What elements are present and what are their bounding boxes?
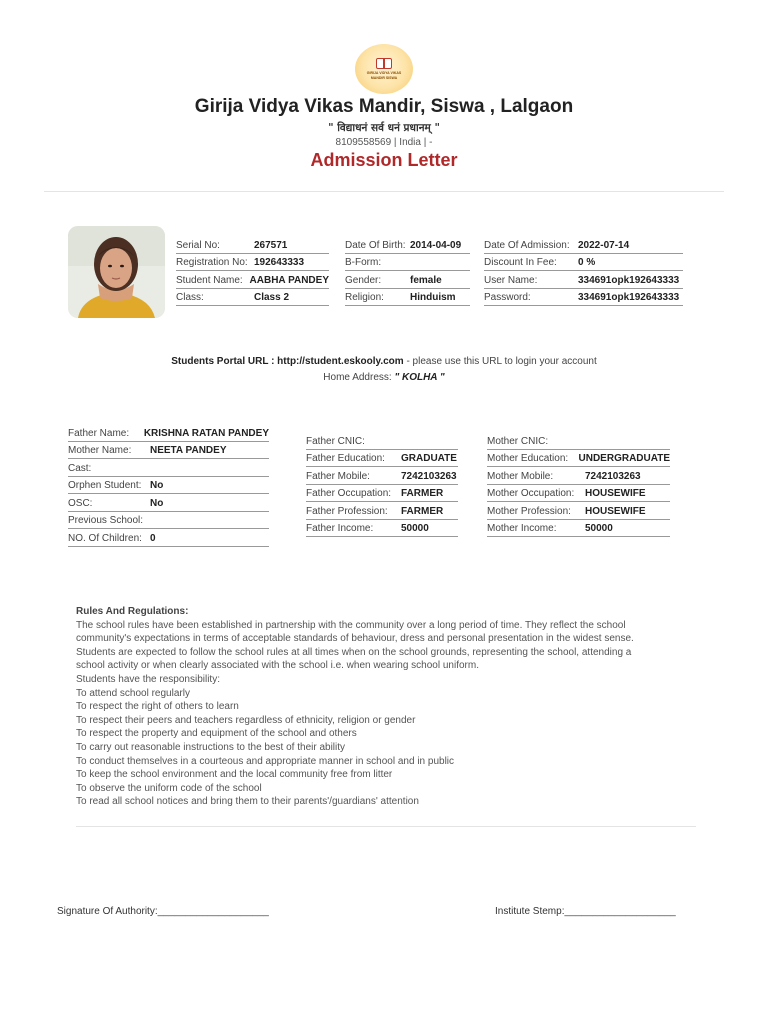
mother-profession-label: Mother Profession: bbox=[487, 505, 571, 517]
portal-note: - please use this URL to login your account bbox=[403, 356, 597, 367]
no-of-children-row bbox=[68, 529, 269, 547]
mother-mobile-label: Mother Mobile: bbox=[487, 470, 554, 482]
mother-education-label: Mother Education: bbox=[487, 453, 569, 464]
osc-row bbox=[68, 494, 269, 512]
gender-row bbox=[345, 271, 470, 289]
school-motto: " विद्याधनं सर्व धनं प्रधानम् " bbox=[328, 122, 440, 134]
mother-education-row bbox=[487, 450, 670, 468]
username-label: User Name: bbox=[484, 274, 538, 286]
registration-no-value: 192643333 bbox=[254, 257, 305, 268]
osc-value: No bbox=[150, 497, 164, 509]
father-education-label: Father Education: bbox=[306, 453, 385, 464]
discount-value: 0 % bbox=[578, 257, 596, 268]
orphan-student-label: Orphen Student: bbox=[68, 480, 142, 491]
father-occupation-row bbox=[306, 485, 458, 503]
father-occupation-value: FARMER bbox=[401, 488, 444, 499]
rules-line: school activity or when clearly associated with the school i.e. when wearing school uniform. bbox=[76, 660, 479, 672]
bform-row bbox=[345, 254, 470, 272]
rules-line: To respect their peers and teachers regardless of ethnicity, religion or gender bbox=[76, 714, 416, 726]
password-label: Password: bbox=[484, 292, 531, 303]
mother-income-label: Mother Income: bbox=[487, 523, 557, 534]
cast-row bbox=[68, 459, 269, 477]
rules-line: To conduct themselves in a courteous and appropriate manner in school and in public bbox=[76, 755, 455, 767]
mother-profession-row bbox=[487, 502, 670, 520]
father-profession-value: FARMER bbox=[401, 505, 444, 517]
father-profession-label: Father Profession: bbox=[306, 505, 388, 517]
father-name-value: KRISHNA RATAN PANDEY bbox=[143, 427, 269, 439]
father-income-value: 50000 bbox=[401, 523, 429, 534]
serial-no-row bbox=[176, 236, 329, 254]
rules-line: To respect the property and equipment of the school and others bbox=[76, 728, 357, 740]
mother-profession-value: HOUSEWIFE bbox=[585, 505, 646, 517]
father-education-row bbox=[306, 450, 458, 468]
class-label: Class: bbox=[176, 292, 204, 303]
home-address-line bbox=[0, 372, 768, 383]
student-name-row bbox=[176, 271, 329, 289]
registration-no-label: Registration No: bbox=[176, 257, 248, 268]
father-cnic-label: Father CNIC: bbox=[306, 435, 365, 447]
bform-label: B-Form: bbox=[345, 257, 382, 268]
osc-label: OSC: bbox=[68, 497, 93, 509]
rules-line: Students have the responsibility: bbox=[76, 673, 220, 685]
no-of-children-label: NO. Of Children: bbox=[68, 532, 142, 544]
father-cnic-row bbox=[306, 432, 458, 450]
mother-cnic-row bbox=[487, 432, 670, 450]
dob-value: 2014-04-09 bbox=[410, 239, 462, 251]
orphan-student-row bbox=[68, 477, 269, 495]
class-row bbox=[176, 289, 329, 307]
rules-divider bbox=[76, 826, 696, 827]
religion-value: Hinduism bbox=[410, 292, 456, 303]
rules-line: To keep the school environment and the local community free from litter bbox=[76, 769, 393, 781]
mother-occupation-label: Mother Occupation: bbox=[487, 488, 575, 499]
dob-row bbox=[345, 236, 470, 254]
school-name: Girija Vidya Vikas Mandir, Siswa , Lalgaon bbox=[194, 96, 574, 117]
institute-stamp-line: Institute Stemp:____________________ bbox=[495, 906, 676, 917]
admission-date-value: 2022-07-14 bbox=[578, 239, 630, 251]
rules-line: To attend school regularly bbox=[76, 687, 190, 699]
rules-line: To carry out reasonable instructions to the best of their ability bbox=[76, 741, 346, 753]
letter-title: Admission Letter bbox=[310, 150, 458, 170]
rules-line: Students are expected to follow the school rules at all times when on the school grounds, representing the school, attending a bbox=[76, 646, 632, 658]
gender-label: Gender: bbox=[345, 274, 382, 286]
gender-value: female bbox=[410, 274, 442, 286]
mother-income-row bbox=[487, 520, 670, 538]
serial-no-label: Serial No: bbox=[176, 239, 220, 251]
mother-income-value: 50000 bbox=[585, 523, 613, 534]
religion-row bbox=[345, 289, 470, 307]
previous-school-row bbox=[68, 512, 269, 530]
previous-school-label: Previous School: bbox=[68, 515, 144, 526]
rules-section bbox=[76, 605, 696, 809]
cast-label: Cast: bbox=[68, 462, 92, 474]
student-photo bbox=[68, 226, 165, 318]
mother-mobile-row bbox=[487, 467, 670, 485]
no-of-children-value: 0 bbox=[150, 532, 156, 544]
student-photo-avatar-icon bbox=[68, 226, 165, 318]
dob-label: Date Of Birth: bbox=[345, 239, 406, 251]
discount-label: Discount In Fee: bbox=[484, 257, 557, 268]
father-education-value: GRADUATE bbox=[401, 453, 457, 464]
father-name-row bbox=[68, 424, 269, 442]
username-row bbox=[484, 271, 683, 289]
admission-date-label: Date Of Admission: bbox=[484, 239, 570, 251]
mother-mobile-value: 7242103263 bbox=[585, 470, 641, 482]
rules-line: The school rules have been established in partnership with the community over a long period of time. They reflect the school bbox=[76, 619, 626, 631]
rules-line: community's expectations in terms of acceptable standards of behaviour, dress and personal presentation in the widest sense. bbox=[76, 633, 634, 645]
father-mobile-label: Father Mobile: bbox=[306, 470, 370, 482]
mother-occupation-value: HOUSEWIFE bbox=[585, 488, 646, 499]
header-divider bbox=[44, 191, 724, 192]
password-row bbox=[484, 289, 683, 307]
rules-line: To respect the right of others to learn bbox=[76, 701, 239, 713]
rules-line: To observe the uniform code of the school bbox=[76, 782, 262, 794]
password-value: 334691opk192643333 bbox=[578, 292, 680, 303]
logo-text-line1: GIRIJA VIDYA VIKAS bbox=[366, 71, 402, 75]
admission-date-row bbox=[484, 236, 683, 254]
serial-no-value: 267571 bbox=[254, 239, 288, 251]
mother-education-value: UNDERGRADUATE bbox=[578, 453, 670, 464]
father-occupation-label: Father Occupation: bbox=[306, 488, 392, 499]
portal-url[interactable]: Students Portal URL : http://student.eskooly.com bbox=[171, 356, 404, 367]
orphan-student-value: No bbox=[150, 480, 164, 491]
discount-row bbox=[484, 254, 683, 272]
portal-url-line bbox=[0, 356, 768, 367]
home-address-label: Home Address: bbox=[323, 372, 395, 383]
rules-title: Rules And Regulations: bbox=[76, 606, 189, 617]
father-income-row bbox=[306, 520, 458, 538]
school-contact: 8109558569 | India | - bbox=[335, 137, 433, 148]
mother-occupation-row bbox=[487, 485, 670, 503]
mother-name-label: Mother Name: bbox=[68, 445, 132, 456]
student-name-label: Student Name: bbox=[176, 274, 243, 286]
father-income-label: Father Income: bbox=[306, 523, 374, 534]
father-mobile-row bbox=[306, 467, 458, 485]
school-logo bbox=[355, 44, 413, 94]
father-profession-row bbox=[306, 502, 458, 520]
mother-cnic-label: Mother CNIC: bbox=[487, 435, 549, 447]
authority-signature-line: Signature Of Authority:____________________ bbox=[57, 906, 269, 917]
book-icon bbox=[376, 58, 392, 69]
rules-line: To read all school notices and bring them to their parents'/guardians' attention bbox=[76, 796, 419, 808]
religion-label: Religion: bbox=[345, 292, 384, 303]
father-name-label: Father Name: bbox=[68, 427, 130, 439]
class-value: Class 2 bbox=[254, 292, 290, 303]
mother-name-value: NEETA PANDEY bbox=[150, 445, 227, 456]
home-address-value: " KOLHA " bbox=[394, 372, 445, 383]
registration-no-row bbox=[176, 254, 329, 272]
logo-text-line2: MANDIR SISWA bbox=[370, 75, 398, 80]
mother-name-row bbox=[68, 442, 269, 460]
username-value: 334691opk192643333 bbox=[578, 274, 680, 286]
student-name-value: AABHA PANDEY bbox=[249, 274, 329, 286]
father-mobile-value: 7242103263 bbox=[401, 470, 457, 482]
